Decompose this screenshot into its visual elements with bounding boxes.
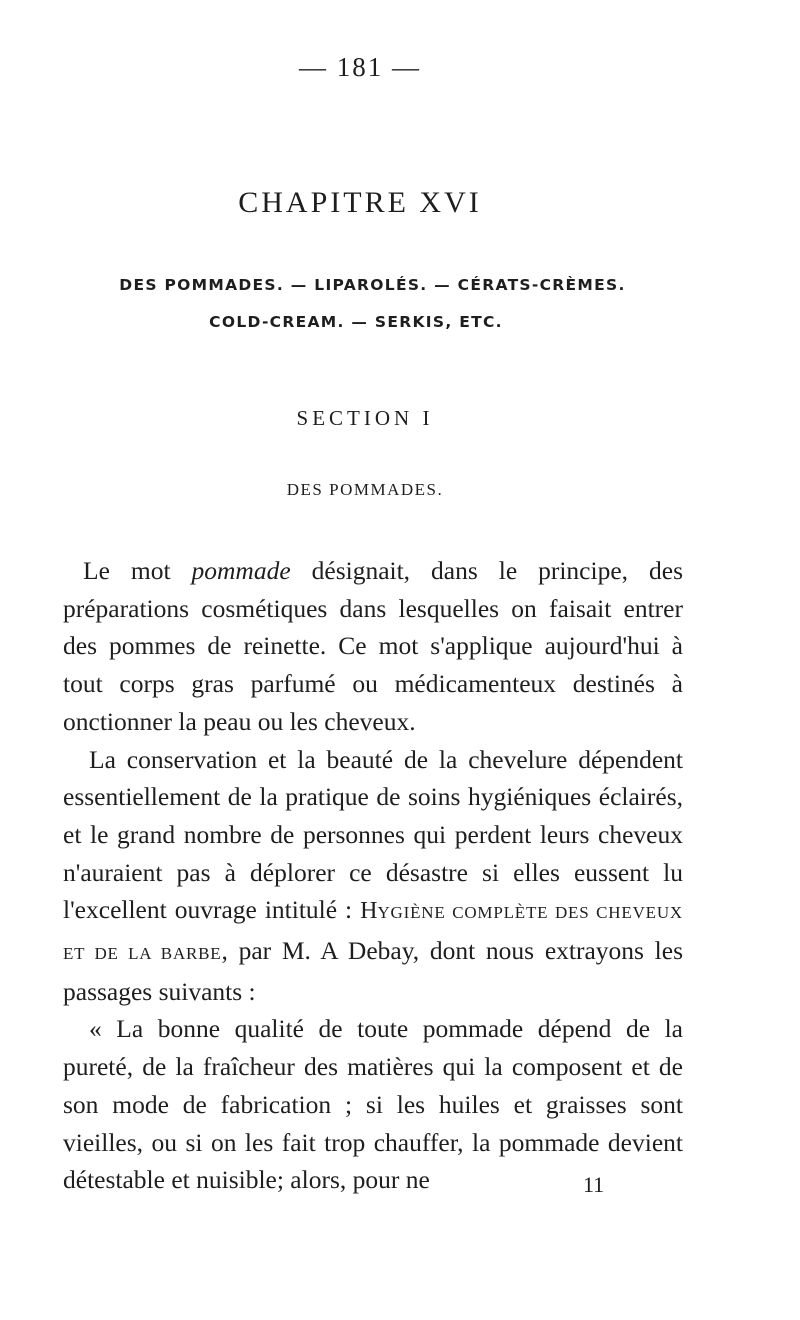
chapter-subtitle-line-1: DES POMMADES. — LIPAROLÉS. — CÉRATS-CRÈMES. xyxy=(119,276,626,294)
chapter-subtitle-line-2: COLD-CREAM. — SERKIS, ETC. xyxy=(209,313,503,331)
paragraph-2-after: , par M. A Debay, dont nous extrayons les passages suivants : xyxy=(63,936,683,1006)
paragraph-1-after: désignait, dans le principe, des préparations cosmétiques dans lesquelles on faisait entrer des pommes de reinette. Ce mot s'applique aujourd'hui à tout corps gras parfumé ou médicamenteux destinés à onctionner la peau ou les cheveux. xyxy=(63,556,683,736)
signature-mark: 11 xyxy=(583,1172,605,1197)
chapter-title: CHAPITRE XVI xyxy=(238,186,482,219)
paragraph-1-before: Le mot xyxy=(83,556,192,585)
page-number: — 181 — xyxy=(299,52,421,82)
book-title: YGIÈNE COMPLÈTE DES CHEVEUX ET DE LA BARBE xyxy=(63,903,683,964)
emphasized-word: pommade xyxy=(191,556,291,585)
section-title: SECTION I xyxy=(296,406,434,430)
paragraph-3: « La bonne qualité de toute pommade dépend de la pureté, de la fraîcheur des matières qui la composent et de son mode de fabrication ; si les huiles et graisses sont vieilles, ou si on les fait trop chauffer, la pommade devient détestable et nuisible; alors, pour ne xyxy=(63,1014,683,1195)
body-text xyxy=(63,552,683,1199)
book-title-initial: H xyxy=(360,898,378,925)
paragraph-2-before: La conservation et la beauté de la chevelure dépendent essentiellement de la pratique de soins hygiéniques éclairés, et le grand nombre de personnes qui perdent leurs cheveux n'auraient pas à déplorer ce désastre si elles eussent lu l'excellent ouvrage intitulé : xyxy=(63,744,683,925)
paragraph-1 xyxy=(63,552,683,741)
section-subtitle: DES POMMADES. xyxy=(286,480,444,499)
paragraph-2 xyxy=(63,741,683,1011)
